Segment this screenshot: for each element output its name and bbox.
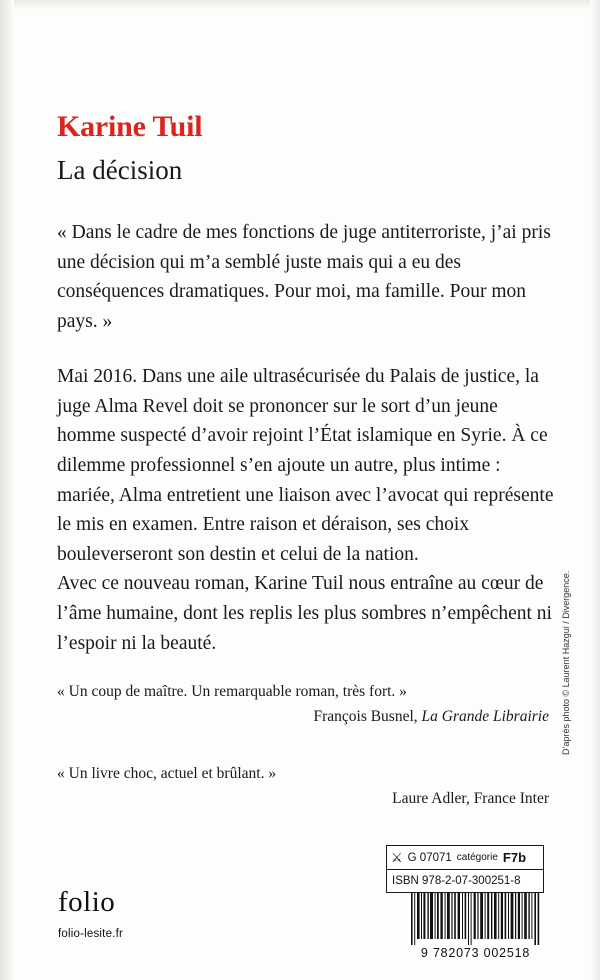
page-edge-left (0, 0, 14, 980)
book-title: La décision (57, 155, 183, 185)
barcode-block (409, 893, 542, 960)
barcode-icon (409, 893, 542, 945)
summary-text (57, 362, 555, 658)
marianne-icon: ⚔ (391, 850, 403, 865)
price-code-row (387, 846, 543, 870)
publisher-logo: folio (58, 886, 116, 918)
publisher-website[interactable]: folio-lesite.fr (58, 928, 123, 940)
price-category-value: F7b (502, 850, 527, 865)
author-name: Karine Tuil (57, 110, 203, 143)
page-edge-right (590, 0, 600, 980)
praise-source-name-2: Laure Adler, France Inter (392, 790, 549, 808)
praise-block-2 (57, 762, 549, 811)
price-category-label: catégorie (456, 852, 498, 863)
praise-source-1 (57, 705, 549, 728)
summary-paragraph-1: Mai 2016. Dans une aile ultrasécurisée du Palais de justice, la juge Alma Revel doit se prononcer sur le sort d’un jeune homme suspecté d’avoir rejoint l’État islamique en Syrie. À ce dilemme professionnel s’en ajoute un autre, plus intime : mariée, Alma entretient une liaison avec l’avocat qui représente le mis en examen. Entre raison et déraison, ses choix bouleverseront son destin et celui de la nation. (57, 366, 554, 565)
photo-credit-text: D’après photo © Laurent Hazgui / Divergence. (561, 570, 571, 755)
praise-quote-2: « Un livre choc, actuel et brûlant. » (57, 765, 277, 782)
barcode-digits: 9 782073 002518 (420, 946, 531, 960)
price-code: G 07071 (407, 851, 452, 864)
price-category-box (386, 845, 544, 893)
isbn-row: ISBN 978-2-07-300251-8 (392, 875, 521, 887)
praise-source-2 (57, 787, 549, 810)
page-edge-top (0, 0, 600, 10)
summary-paragraph-2: Avec ce nouveau roman, Karine Tuil nous entraîne au cœur de l’âme humaine, dont les replis les plus sombres n’empêchent ni l’espoir ni la beauté. (57, 573, 552, 654)
praise-quote-1: « Un coup de maître. Un remarquable roman, très fort. » (57, 683, 407, 700)
praise-source-outlet-1: La Grande Librairie (421, 708, 549, 726)
lead-quote: « Dans le cadre de mes fonctions de juge antiterroriste, j’ai pris une décision qui m’a semblé juste mais qui a eu des conséquences dramatiques. Pour moi, ma famille. Pour mon pays. » (57, 222, 551, 332)
praise-source-name-1: François Busnel, (313, 708, 422, 726)
praise-block-1 (57, 680, 549, 729)
photo-credit (561, 555, 571, 755)
